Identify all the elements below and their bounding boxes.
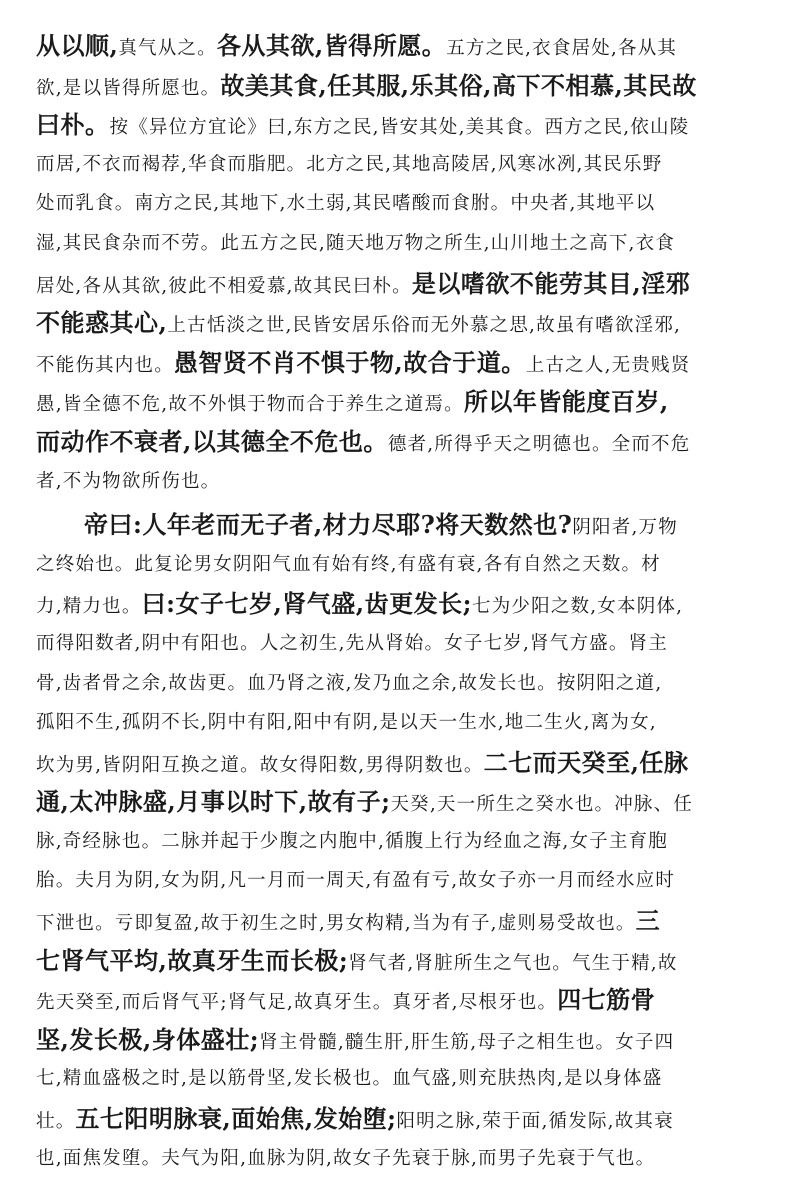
classic-text: 通,太冲脉盛,月事以时下,故有子; (36, 787, 391, 817)
document-page (36, 26, 768, 1178)
commentary-text: 之终始也。此复论男女阴阳气血有始有终,有盛有衰,各有自然之天数。材 (36, 553, 661, 575)
commentary-text: 阴阳者,万物 (572, 517, 678, 539)
text-line (36, 184, 768, 224)
commentary-text: 上古恬淡之世,民皆安居乐俗而无外慕之思,故虽有嗜欲淫邪, (167, 315, 682, 337)
classic-text: 二七而天癸至,任脉 (483, 747, 689, 777)
classic-text: 各从其欲,皆得所愿。 (216, 31, 447, 60)
text-line (36, 264, 768, 304)
text-line (36, 343, 768, 383)
classic-text: 不能惑其心, (36, 308, 168, 338)
text-line (36, 545, 768, 585)
commentary-text: 而居,不衣而褐荐,华食而脂肥。北方之民,其地高陵居,风寒冰冽,其民乐野 (36, 153, 663, 175)
commentary-text: 孤阳不生,孤阴不长,阴中有阳,阳中有阴,是以天一生水,地二生火,离为女, (36, 712, 657, 734)
text-line (36, 462, 768, 502)
classic-text: 三 (635, 906, 661, 936)
commentary-text: 湿,其民食杂而不劳。此五方之民,随天地万物之所生,山川地土之高下,衣食 (36, 232, 676, 254)
commentary-text: 不能伤其内也。 (36, 354, 174, 376)
classic-text: 坚,发长极,身体盛壮; (36, 1024, 260, 1054)
commentary-text: 德者,所得乎天之明德也。全而不危 (387, 433, 691, 455)
text-line (36, 980, 768, 1020)
commentary-text: 肾主骨髓,髓生肝,肝生筋,母子之相生也。女子四 (259, 1031, 675, 1053)
text-line (36, 66, 768, 106)
classic-text: 故美其食,任其服,乐其俗,高下不相慕,其民故 (220, 70, 697, 100)
commentary-text: 阳明之脉,荣于面,循发际,故其衰 (396, 1111, 674, 1133)
commentary-text: 坎为男,皆阴阳互换之道。故女得阳数,男得阴数也。 (36, 754, 484, 776)
classic-text: 曰朴。 (36, 110, 110, 140)
text-line (36, 422, 768, 462)
text-line (36, 743, 768, 783)
classic-text: 是以嗜欲不能劳其目,淫邪 (411, 268, 691, 298)
commentary-text: 居处,各从其欲,彼此不相爱慕,故其民曰朴。 (36, 275, 412, 297)
classic-text: 五七阳明脉衰,面始焦,发始堕; (75, 1104, 397, 1134)
classic-text: 帝曰:人年老而无子者,材力尽耶?将天数然也? (84, 510, 573, 540)
commentary-text: 上古之人,无贵贱贤 (525, 354, 691, 376)
commentary-text: 力,精力也。 (36, 596, 142, 618)
commentary-text: 骨,齿者骨之余,故齿更。血乃肾之液,发乃血之余,故发长也。按阴阳之道, (36, 672, 663, 694)
commentary-text: 肾气者,肾脏所生之气也。气生于精,故 (348, 952, 678, 974)
commentary-text: 胎。夫月为阴,女为阴,凡一月而一周天,有盈有亏,故女子亦一月而经水应时 (36, 870, 676, 892)
text-line (36, 224, 768, 264)
text-line (36, 505, 768, 545)
commentary-text: 五方之民,衣食居处,各从其 (446, 38, 678, 59)
text-line (36, 901, 768, 941)
text-line (36, 382, 768, 422)
commentary-text: 下泄也。亏即复盈,故于初生之时,男女构精,当为有子,虚则易受故也。 (36, 913, 636, 935)
commentary-text: 按《异位方宜论》曰,东方之民,皆安其处,美其食。西方之民,依山陵 (109, 117, 690, 139)
classic-text: 七肾气平均,故真牙生而长极; (36, 945, 349, 975)
commentary-text: 而得阳数者,阴中有阳也。人之初生,先从肾始。女子七岁,肾气方盛。肾主 (36, 632, 668, 654)
text-line (36, 664, 768, 704)
commentary-text: 愚,皆全德不危,故不外惧于物而合于养生之道焉。 (36, 394, 464, 416)
commentary-text: 真气从之。 (118, 38, 217, 59)
text-line (36, 1020, 768, 1060)
commentary-text: 天癸,天一所生之癸水也。冲脉、任 (390, 794, 694, 816)
classic-text: 而动作不衰者,以其德全不危也。 (36, 426, 388, 456)
text-line (36, 822, 768, 862)
commentary-text: 七,精血盛极之时,是以筋骨坚,发长极也。血气盛,则充肤热肉,是以身体盛 (36, 1068, 663, 1090)
commentary-text: 欲,是以皆得所愿也。 (36, 77, 221, 99)
commentary-text: 七为少阳之数,女本阴体, (472, 596, 684, 618)
classic-text: 所以年皆能度百岁, (463, 387, 669, 417)
commentary-text: 也,面焦发堕。夫气为阳,血脉为阴,故女子先衰于脉,而男子先衰于气也。 (36, 1147, 656, 1169)
commentary-text: 处而乳食。南方之民,其地下,水土弱,其民嗜酸而食胕。中央者,其地平以 (36, 193, 656, 215)
classic-text: 四七筋骨 (557, 985, 656, 1015)
text-line (36, 584, 768, 624)
text-line (36, 145, 768, 185)
text-line (36, 303, 768, 343)
commentary-text: 先天癸至,而后肾气平;肾气足,故真牙生。真牙者,尽根牙也。 (36, 992, 558, 1014)
commentary-text: 脉,奇经脉也。二脉并起于少腹之内胞中,循腹上行为经血之海,女子主育胞 (36, 830, 668, 852)
text-line (36, 703, 768, 743)
text-line (36, 624, 768, 664)
text-line (36, 105, 768, 145)
classic-text: 曰:女子七岁,肾气盛,齿更发长; (141, 589, 473, 619)
commentary-text: 者,不为物欲所伤也。 (36, 470, 221, 492)
text-line (36, 1139, 768, 1179)
text-line (36, 1059, 768, 1099)
text-line (36, 861, 768, 901)
classic-text: 愚智贤不肖不惧于物,故合于道。 (173, 347, 526, 377)
commentary-text: 壮。 (36, 1111, 76, 1133)
text-line (36, 782, 768, 822)
classic-text: 从以顺, (36, 31, 119, 60)
text-line (36, 1099, 768, 1139)
text-line (36, 941, 768, 981)
text-line (36, 26, 768, 66)
